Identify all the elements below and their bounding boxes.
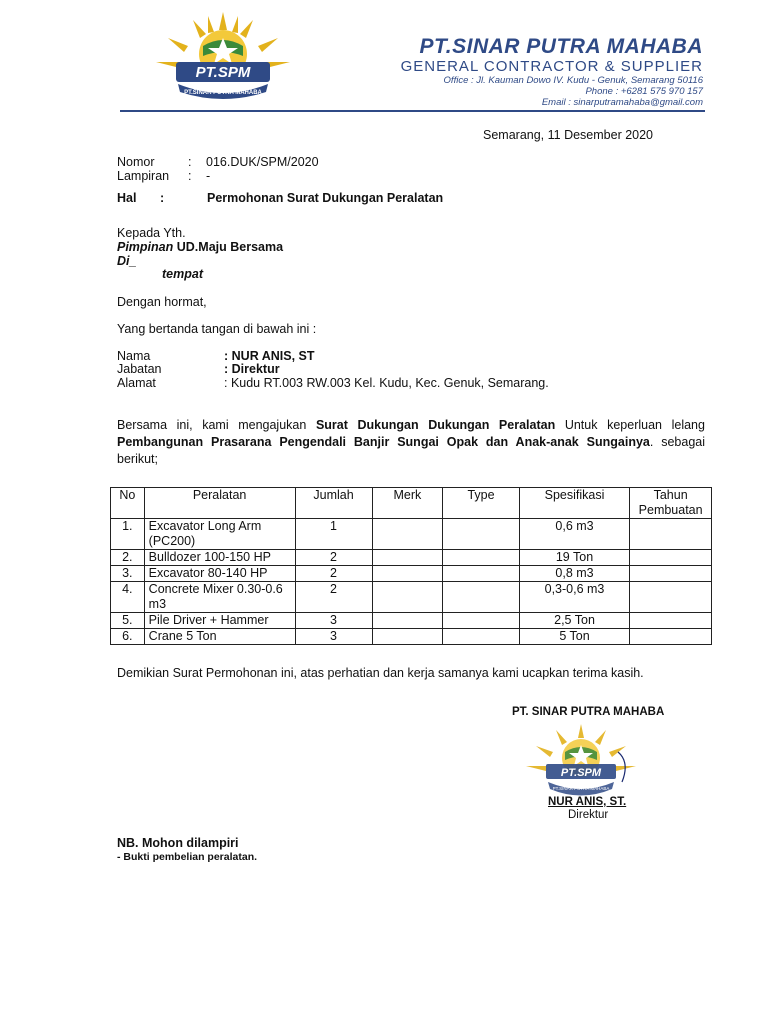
col-header-peralatan: Peralatan (144, 488, 295, 519)
cell-type (443, 582, 520, 613)
company-phone: Phone : +6281 575 970 157 (585, 86, 703, 97)
stamp-ribbon-text: PT.SINAR PUTRA MAHABA (552, 786, 610, 791)
cell-item: Bulldozer 100-150 HP (144, 550, 295, 566)
recipient-kepada: Kepada Yth. (117, 226, 186, 240)
lampiran-value: - (206, 169, 211, 183)
company-email: Email : sinarputramahaba@gmail.com (541, 97, 703, 108)
signer-jabatan-value: : Direktur (224, 362, 280, 376)
cell-qty: 2 (295, 582, 372, 613)
cell-merk (372, 613, 443, 629)
cell-item: Excavator Long Arm (PC200) (144, 519, 295, 550)
cell-item: Pile Driver + Hammer (144, 613, 295, 629)
signer-nama-value: : NUR ANIS, ST (224, 349, 315, 363)
cell-spec: 2,5 Ton (519, 613, 629, 629)
recipient-company: UD.Maju Bersama (176, 240, 284, 254)
cell-qty: 3 (295, 613, 372, 629)
table-row (111, 550, 712, 566)
hal-value: Permohonan Surat Dukungan Peralatan (207, 191, 444, 205)
signer-jabatan-label: Jabatan (117, 362, 162, 376)
letter-date: Semarang, 11 Desember 2020 (483, 128, 654, 142)
cell-type (443, 629, 520, 645)
signature-role: Direktur (568, 809, 609, 821)
col-header-jumlah: Jumlah (295, 488, 372, 519)
cell-qty: 2 (295, 550, 372, 566)
cell-item: Concrete Mixer 0.30-0.6 m3 (144, 582, 295, 613)
table-header-row (111, 488, 712, 519)
signer-nama-label: Nama (117, 349, 151, 363)
cell-no: 1. (111, 519, 145, 550)
company-subtitle: GENERAL CONTRACTOR & SUPPLIER (400, 58, 703, 75)
recipient-pimpinan: Pimpinan (117, 240, 174, 254)
col-header-no: No (111, 488, 145, 519)
cell-item: Crane 5 Ton (144, 629, 295, 645)
cell-no: 4. (111, 582, 145, 613)
cell-spec: 0,3-0,6 m3 (519, 582, 629, 613)
body-part-1: Bersama ini, kami mengajukan (117, 418, 307, 432)
company-office: Office : Jl. Kauman Dowo IV. Kudu - Genuk, Semarang 50116 (443, 75, 703, 86)
company-name: PT.SINAR PUTRA MAHABA (419, 35, 703, 58)
cell-type (443, 566, 520, 582)
nb-item: - Bukti pembelian peralatan. (117, 851, 258, 863)
cell-year (630, 519, 712, 550)
cell-merk (372, 566, 443, 582)
cell-no: 3. (111, 566, 145, 582)
body-part-2: Surat Dukungan Dukungan Peralatan (315, 418, 556, 432)
body-part-5: . sebagai berikut; (117, 435, 705, 466)
cell-type (443, 519, 520, 550)
cell-no: 5. (111, 613, 145, 629)
nomor-value: 016.DUK/SPM/2020 (206, 155, 319, 169)
table-row (111, 566, 712, 582)
cell-qty: 1 (295, 519, 372, 550)
signer-alamat-value: : Kudu RT.003 RW.003 Kel. Kudu, Kec. Genuk, Semarang. (224, 376, 549, 390)
body-paragraph (117, 417, 705, 468)
intro-text: Yang bertanda tangan di bawah ini : (117, 322, 317, 336)
body-part-4: Pembangunan Prasarana Pengendali Banjir Sungai Opak dan Anak-anak Sungainya (117, 435, 650, 449)
cell-merk (372, 629, 443, 645)
signer-alamat-label: Alamat (117, 376, 156, 390)
greeting: Dengan hormat, (117, 295, 207, 309)
cell-item: Excavator 80-140 HP (144, 566, 295, 582)
recipient-line (117, 240, 283, 254)
header-divider (120, 110, 705, 112)
cell-type (443, 550, 520, 566)
signature-company: PT. SINAR PUTRA MAHABA (512, 706, 665, 718)
cell-merk (372, 519, 443, 550)
cell-qty: 3 (295, 629, 372, 645)
stamp-text: PT.SPM (560, 767, 602, 779)
col-header-merk: Merk (372, 488, 443, 519)
cell-year (630, 566, 712, 582)
cell-merk (372, 550, 443, 566)
cell-qty: 2 (295, 566, 372, 582)
cell-year (630, 613, 712, 629)
logo-text: PT.SPM (195, 64, 251, 81)
logo-ribbon-text: PT.SINAR PUTRA MAHABA (184, 90, 262, 96)
cell-year (630, 582, 712, 613)
closing-text: Demikian Surat Permohonan ini, atas perhatian dan kerja samanya kami ucapkan terima kasih. (117, 666, 644, 680)
company-stamp (522, 722, 640, 800)
company-logo (148, 10, 298, 102)
hal-label: Hal (117, 191, 137, 205)
cell-year (630, 629, 712, 645)
signature-name: NUR ANIS, ST. (548, 796, 627, 808)
recipient-tempat: tempat (162, 267, 203, 281)
nomor-label: Nomor (117, 155, 155, 169)
lampiran-sep: : (188, 169, 192, 183)
cell-no: 6. (111, 629, 145, 645)
cell-spec: 5 Ton (519, 629, 629, 645)
company-block (328, 36, 703, 108)
cell-no: 2. (111, 550, 145, 566)
col-header-type: Type (443, 488, 520, 519)
lampiran-label: Lampiran (117, 169, 170, 183)
table-row (111, 582, 712, 613)
cell-merk (372, 582, 443, 613)
recipient-di: Di_ (117, 254, 137, 268)
body-part-3: Untuk keperluan lelang (564, 418, 705, 432)
nomor-sep: : (188, 155, 192, 169)
cell-spec: 0,6 m3 (519, 519, 629, 550)
hal-sep: : (160, 191, 165, 205)
cell-year (630, 550, 712, 566)
table-row (111, 629, 712, 645)
nb-title: NB. Mohon dilampiri (117, 836, 239, 850)
col-header-tahun: Tahun Pembuatan (630, 488, 712, 519)
table-row (111, 613, 712, 629)
cell-type (443, 613, 520, 629)
table-row (111, 519, 712, 550)
col-header-spesifikasi: Spesifikasi (519, 488, 629, 519)
cell-spec: 0,8 m3 (519, 566, 629, 582)
cell-spec: 19 Ton (519, 550, 629, 566)
equipment-table (110, 487, 712, 645)
